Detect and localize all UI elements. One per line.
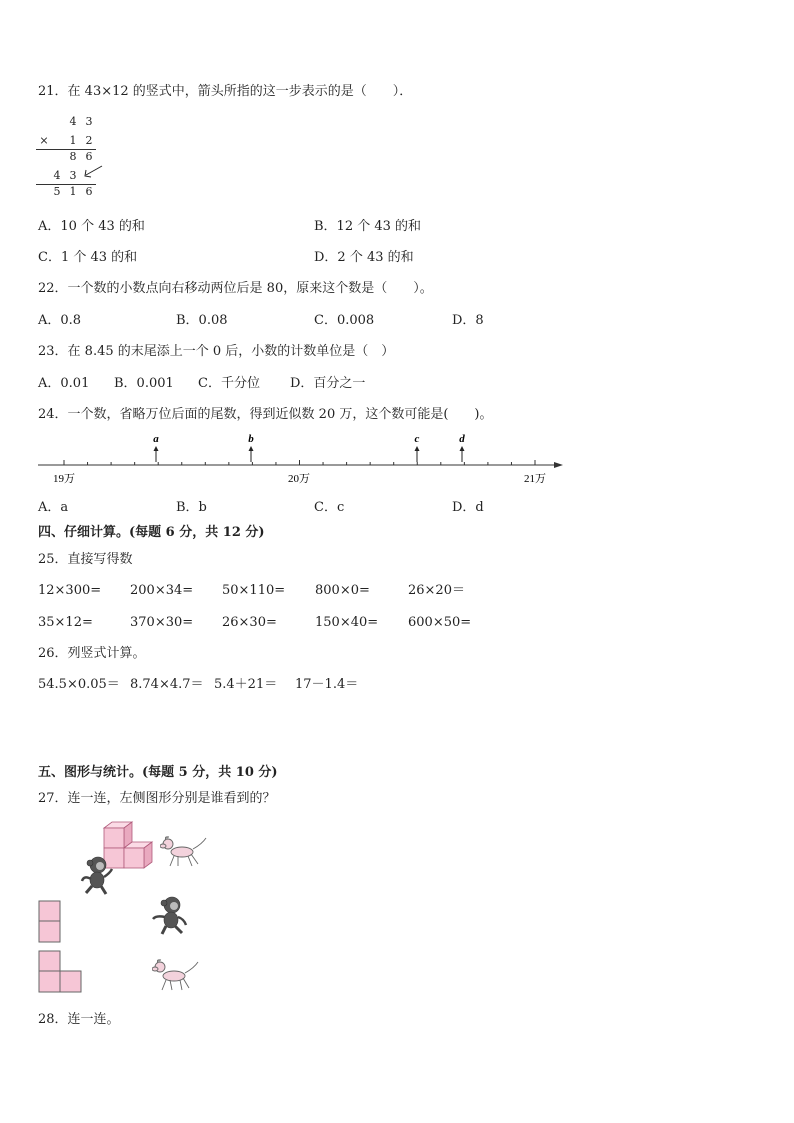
q23-option-b[interactable]: B．0.001 bbox=[114, 376, 174, 391]
calc-item: 200×34= bbox=[130, 583, 194, 598]
pointer-arrow-icon bbox=[82, 164, 104, 180]
q24-option-d[interactable]: D．d bbox=[452, 500, 484, 515]
q21-option-a[interactable]: A．10 个 43 的和 bbox=[38, 219, 145, 234]
q27-question: 27．连一连，左侧图形分别是谁看到的？ bbox=[38, 791, 276, 806]
side-view-shape-2 bbox=[38, 950, 84, 994]
q21-option-c[interactable]: C．1 个 43 的和 bbox=[38, 250, 138, 265]
q22-option-c[interactable]: C．0.008 bbox=[314, 313, 375, 328]
calc-item: 35×12= bbox=[38, 615, 93, 630]
q24-option-a[interactable]: A．a bbox=[38, 500, 69, 515]
vertical-multiplication bbox=[36, 114, 106, 204]
q23-question: 23．在 8.45 的末尾添上一个 0 后，小数的计数单位是（ ） bbox=[38, 344, 395, 359]
digit: 2 bbox=[85, 134, 93, 147]
calc-item: 370×30= bbox=[130, 615, 194, 630]
dog-icon bbox=[160, 834, 210, 870]
calc-item: 54.5×0.05＝ bbox=[38, 677, 120, 692]
calc-item: 150×40= bbox=[315, 615, 379, 630]
q21-option-b[interactable]: B．12 个 43 的和 bbox=[314, 219, 422, 234]
q21-question: 21．在 43×12 的竖式中，箭头所指的这一步表示的是（ ）． bbox=[38, 84, 413, 99]
tick-label-19wan: 19万 bbox=[53, 473, 75, 485]
digit: 3 bbox=[85, 115, 93, 128]
number-line bbox=[30, 430, 570, 490]
section5-title: 五、图形与统计。(每题 5 分，共 10 分) bbox=[38, 765, 278, 780]
section4-title: 四、仔细计算。(每题 6 分，共 12 分) bbox=[38, 525, 265, 540]
q22-option-a[interactable]: A．0.8 bbox=[38, 313, 82, 328]
marker-arrowhead-c bbox=[415, 446, 420, 451]
calc-item: 17－1.4＝ bbox=[295, 677, 359, 692]
digit: 6 bbox=[85, 150, 93, 163]
q23-option-a[interactable]: A．0.01 bbox=[38, 376, 90, 391]
calc-item: 50×110= bbox=[222, 583, 286, 598]
q22-option-d[interactable]: D．8 bbox=[452, 313, 484, 328]
monkey-icon bbox=[150, 895, 190, 937]
digit: 3 bbox=[69, 169, 77, 182]
calc-item: 26×20＝ bbox=[408, 583, 465, 598]
q21-option-d[interactable]: D．2 个 43 的和 bbox=[314, 250, 414, 265]
calc-item: 26×30= bbox=[222, 615, 277, 630]
digit: 4 bbox=[69, 115, 77, 128]
q26-question: 26．列竖式计算。 bbox=[38, 646, 146, 661]
calc-item: 12×300= bbox=[38, 583, 102, 598]
q28-question: 28．连一连。 bbox=[38, 1012, 120, 1027]
dog-icon bbox=[152, 956, 202, 994]
q25-question: 25．直接写得数 bbox=[38, 552, 133, 567]
q24-question: 24．一个数，省略万位后面的尾数，得到近似数 20 万，这个数可能是( )。 bbox=[38, 407, 493, 422]
digit: 1 bbox=[69, 134, 77, 147]
q23-option-c[interactable]: C．千分位 bbox=[198, 376, 260, 391]
tick-label-20wan: 20万 bbox=[288, 473, 310, 485]
digit: 4 bbox=[53, 169, 61, 182]
q24-option-b[interactable]: B．b bbox=[176, 500, 207, 515]
marker-label-b: b bbox=[248, 433, 254, 445]
calc-item: 800×0= bbox=[315, 583, 370, 598]
marker-arrowhead-b bbox=[249, 446, 254, 451]
calc-item: 5.4＋21＝ bbox=[214, 677, 278, 692]
digit: 8 bbox=[69, 150, 77, 163]
monkey-icon bbox=[78, 855, 116, 897]
calc-item: 8.74×4.7＝ bbox=[130, 677, 204, 692]
calc-item: 600×50= bbox=[408, 615, 472, 630]
marker-label-d: d bbox=[459, 433, 465, 445]
times-sign: × bbox=[39, 134, 49, 147]
q22-question: 22．一个数的小数点向右移动两位后是 80，原来这个数是（ ）。 bbox=[38, 281, 433, 296]
marker-label-a: a bbox=[153, 433, 159, 445]
marker-arrowhead-a bbox=[154, 446, 159, 451]
marker-label-c: c bbox=[414, 433, 420, 445]
marker-arrowhead-d bbox=[460, 446, 465, 451]
front-view-shape-1 bbox=[38, 900, 62, 944]
number-line-arrowhead bbox=[554, 462, 563, 468]
q24-option-c[interactable]: C．c bbox=[314, 500, 345, 515]
tick-label-21wan: 21万 bbox=[524, 473, 546, 485]
q22-option-b[interactable]: B．0.08 bbox=[176, 313, 228, 328]
digit: 5 bbox=[53, 185, 61, 198]
digit: 6 bbox=[85, 185, 93, 198]
digit: 1 bbox=[69, 185, 77, 198]
q23-option-d[interactable]: D．百分之一 bbox=[290, 376, 366, 391]
